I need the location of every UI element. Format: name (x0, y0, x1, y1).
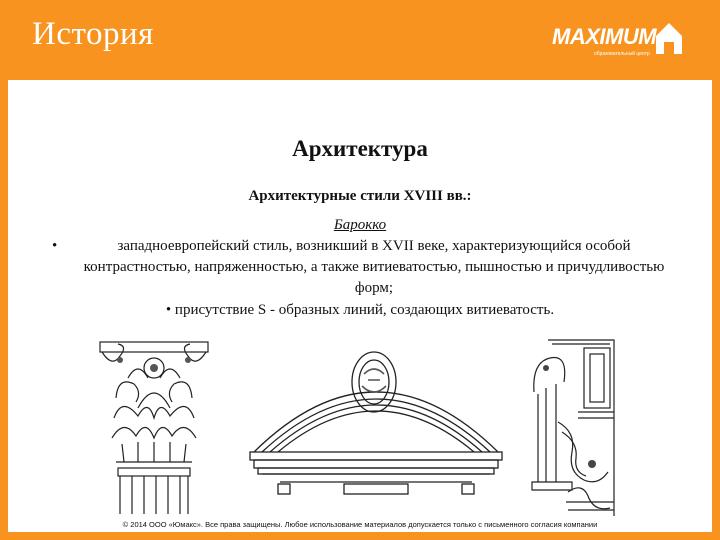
baroque-column-image (528, 332, 618, 518)
slide-panel (8, 80, 712, 532)
logo-house-icon (652, 20, 686, 56)
corinthian-capital-image (98, 338, 210, 516)
logo-wordmark: MAXIMUM (552, 24, 657, 49)
bullet-marker: • (165, 302, 172, 318)
logo-subtitle: образовательный центр (594, 51, 650, 57)
style-heading: Барокко (333, 217, 387, 233)
section-title: История (32, 16, 154, 52)
baroque-pediment-image (248, 342, 504, 502)
bullet-item (8, 302, 712, 319)
bullet-text: западноевропейский стиль, возникший в XVII веке, характеризующийся особой контрастностью, напряженностью, а также витиеватостью, пышностью и причудливостью форм; (83, 238, 665, 296)
bullet-marker: • (52, 238, 58, 254)
bullet-text: присутствие S - образных линий, создающих витиеватость. (174, 302, 555, 318)
copyright-footer: © 2014 ООО «Юмакс». Все права защищены. Любое использование материалов допускается только с письменного согласия компании (122, 520, 598, 529)
slide-title: Архитектура (292, 136, 428, 161)
slide-subtitle: Архитектурные стили XVIII вв.: (248, 188, 472, 204)
brand-logo (552, 20, 692, 60)
bullet-item (52, 236, 680, 299)
